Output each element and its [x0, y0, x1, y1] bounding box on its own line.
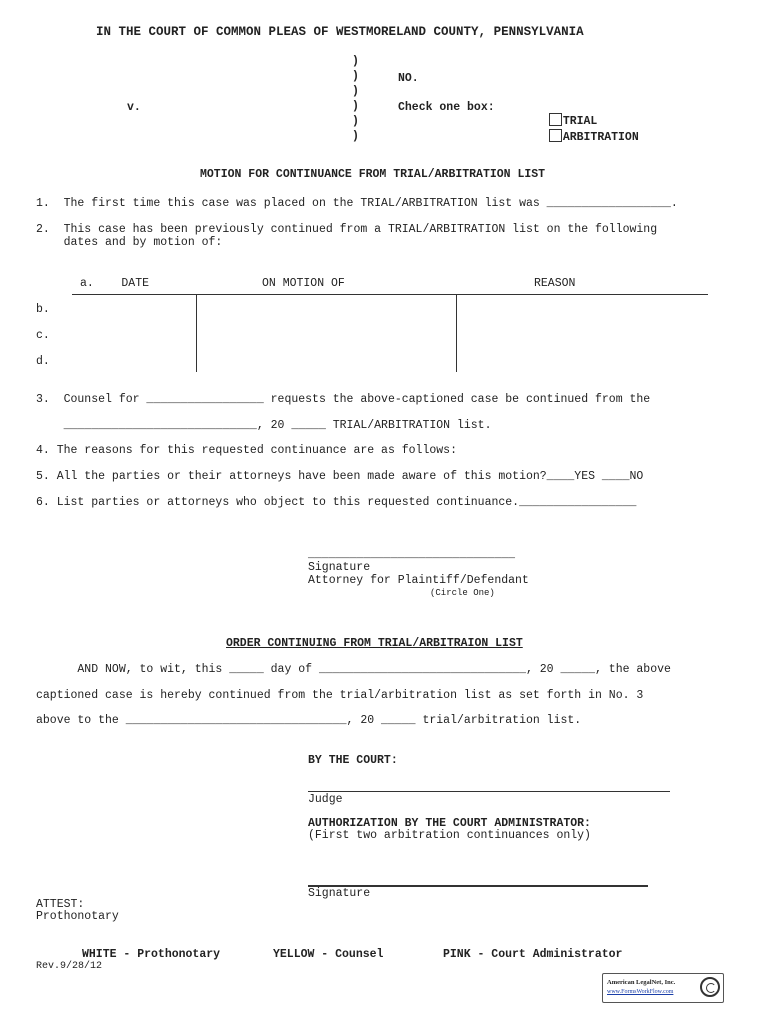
- check-one-box-label: Check one box:: [398, 101, 495, 114]
- item-2-line-1: 2. This case has been previously continued from a TRIAL/ARBITRATION list on the following: [36, 223, 658, 236]
- authorization-note: (First two arbitration continuances only): [308, 829, 591, 842]
- attorney-signature-line: ______________________________: [308, 548, 516, 561]
- order-line-3: above to the ________________________________, 20 _____ trial/arbitration list.: [36, 714, 582, 727]
- copy-pink: PINK - Court Administrator: [443, 948, 623, 961]
- prothonotary-label: Prothonotary: [36, 910, 119, 923]
- row-c-label: c.: [36, 329, 50, 342]
- row-b-label: b.: [36, 303, 50, 316]
- table-divider-2: [456, 295, 457, 372]
- publisher-seal-icon: [700, 977, 720, 997]
- judge-label: Judge: [308, 793, 343, 806]
- table-header-rule: [72, 294, 708, 295]
- no-label: NO.: [398, 72, 419, 85]
- attorney-role-label: Attorney for Plaintiff/Defendant: [308, 574, 529, 587]
- arbitration-option[interactable]: ARBITRATION: [535, 116, 639, 144]
- motion-title: MOTION FOR CONTINUANCE FROM TRIAL/ARBITRATION LIST: [200, 168, 546, 181]
- versus-label: v.: [127, 101, 141, 114]
- court-title: IN THE COURT OF COMMON PLEAS OF WESTMORELAND COUNTY, PENNSYLVANIA: [96, 25, 584, 39]
- item-3-line-1: 3. Counsel for _________________ requests the above-captioned case be continued from the: [36, 393, 651, 406]
- trial-option[interactable]: TRIAL: [535, 100, 597, 128]
- order-line-1: AND NOW, to wit, this _____ day of ______________________________, 20 _____, the above: [36, 663, 671, 676]
- administrator-signature-label: Signature: [308, 887, 371, 900]
- item-6: 6. List parties or attorneys who object to this requested continuance._________________: [36, 496, 637, 509]
- signature-label: Signature: [308, 561, 371, 574]
- order-line-2: captioned case is hereby continued from the trial/arbitration list as set forth in No. 3: [36, 689, 644, 702]
- attest-label: ATTEST:: [36, 898, 85, 911]
- publisher-url[interactable]: www.FormsWorkFlow.com: [607, 989, 674, 995]
- col-date-header: a. DATE: [80, 277, 150, 290]
- item-2-line-2: dates and by motion of:: [36, 236, 223, 249]
- item-3-line-2: ____________________________, 20 _____ TRIAL/ARBITRATION list.: [36, 419, 492, 432]
- publisher-name: American LegalNet, Inc.: [607, 979, 676, 986]
- copy-white: WHITE - Prothonotary: [82, 948, 221, 961]
- col-motion-header: ON MOTION OF: [262, 277, 345, 290]
- col-reason-header: REASON: [534, 277, 576, 290]
- row-d-label: d.: [36, 355, 50, 368]
- authorization-title: AUTHORIZATION BY THE COURT ADMINISTRATOR:: [308, 817, 591, 830]
- circle-one-note: (Circle One): [430, 588, 495, 598]
- order-title: ORDER CONTINUING FROM TRIAL/ARBITRAION LIST: [226, 637, 523, 650]
- copy-yellow: YELLOW - Counsel: [273, 948, 384, 961]
- revision-date: Rev.9/28/12: [36, 961, 103, 972]
- item-4: 4. The reasons for this requested continuance are as follows:: [36, 444, 457, 457]
- arbitration-checkbox[interactable]: [549, 129, 562, 142]
- item-1: 1. The first time this case was placed on the TRIAL/ARBITRATION list was __________________.: [36, 197, 678, 210]
- table-divider-1: [196, 295, 197, 372]
- judge-signature-line: [308, 791, 670, 792]
- item-5: 5. All the parties or their attorneys have been made aware of this motion?____YES ____NO: [36, 470, 644, 483]
- publisher-logo: [602, 973, 724, 1003]
- by-the-court-label: BY THE COURT:: [308, 754, 398, 767]
